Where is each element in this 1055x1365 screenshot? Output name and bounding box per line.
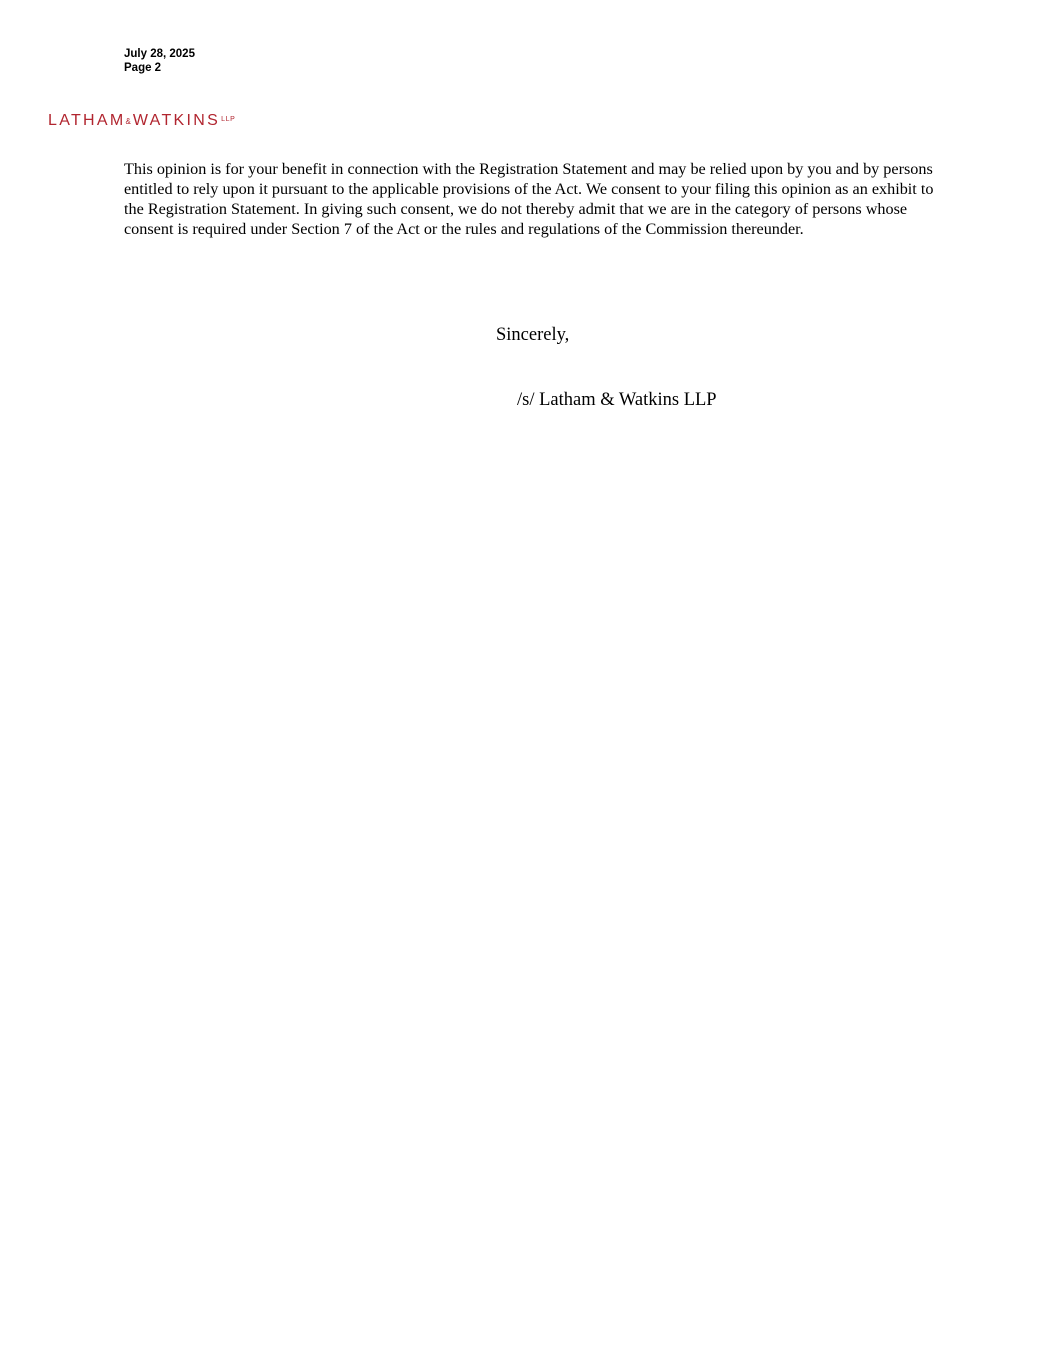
logo-ampersand: & [125,117,131,126]
firm-logo [48,111,235,134]
logo-word-latham: LATHAM [48,112,126,129]
signature-line: /s/ Latham & Watkins LLP [517,390,717,410]
letter-date: July 28, 2025 [124,48,195,60]
opinion-paragraph: This opinion is for your benefit in connection with the Registration Statement and may be relied upon by you and by persons entitled to rely upon it pursuant to the applicable provisions of the Act. We consent to your filing this opinion as an exhibit to the Registration Statement. In giving such consent, we do not thereby admit that we are in the category of persons whose consent is required under Section 7 of the Act or the rules and regulations of the Commission thereunder. [124,160,934,238]
logo-word-watkins: WATKINS [132,112,221,129]
closing-salutation: Sincerely, [496,325,570,345]
page-number: Page 2 [124,62,162,74]
page-header [124,47,195,75]
logo-llp: LLP [221,116,236,123]
